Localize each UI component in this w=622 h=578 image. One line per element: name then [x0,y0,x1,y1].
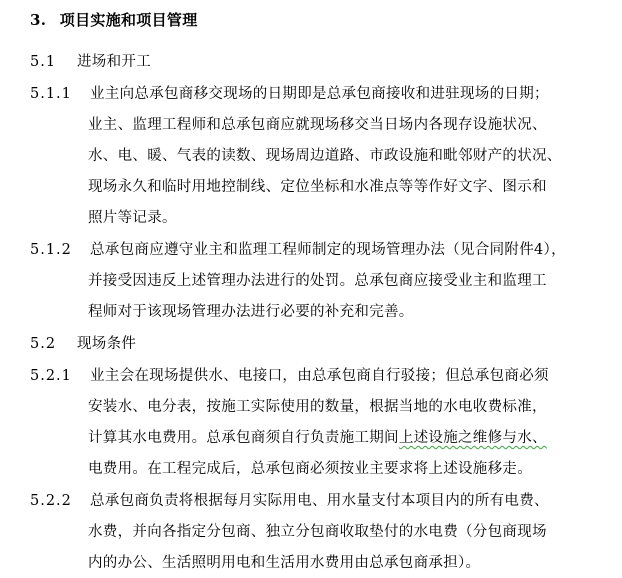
clause-line: 内的办公、生活照明用电和生活用水费用由总承包商承担）。 [88,555,481,571]
section-heading-number: 3. [30,11,47,29]
clause-line [88,428,547,448]
subsection-number: 5.2 [30,336,57,352]
subsection-title: 进场和开工 [77,54,151,70]
clause-line-text: 计算其水电费用。总承包商须自行负责施工期间 [88,430,399,446]
clause-line: 安装水、电分表，按施工实际使用的数量，根据当地的水电收费标准， [88,399,547,415]
clause-line: 业主会在现场提供水、电接口，由总承包商自行驳接；但总承包商必须 [90,368,549,384]
clause-number: 5.1.2 [30,242,72,258]
subsection-title: 现场条件 [77,336,137,352]
clause-line: 并接受因违反上述管理办法进行的处罚。总承包商应接受业主和监理工 [88,273,547,289]
section-heading [30,10,198,30]
clause-line: 现场永久和临时用地控制线、定位坐标和水准点等等作好文字、图示和 [88,179,547,195]
clause-number: 5.1.1 [30,86,72,102]
clause-number: 5.2.2 [30,493,72,509]
clause-number: 5.2.1 [30,368,72,384]
clause-line: 总承包商应遵守业主和监理工程师制定的现场管理办法（见合同附件4）， [90,242,566,258]
clause-line: 业主向总承包商移交现场的日期即是总承包商接收和进驻现场的日期； [90,86,549,102]
section-heading-title: 项目实施和项目管理 [59,11,198,29]
clause-line: 业主、监理工程师和总承包商应就现场移交当日场内各现存设施状况、 [88,117,547,133]
grammar-flagged-text: 上述设施之维修与水、 [398,430,547,446]
clause-line: 水、电、暖、气表的读数、现场周边道路、市政设施和毗邻财产的状况、 [88,148,562,164]
clause-line: 总承包商负责将根据每月实际用电、用水量支付本项目内的所有电费、 [90,493,549,509]
clause-line: 水费，并向各指定分包商、独立分包商收取垫付的水电费（分包商现场 [88,524,547,540]
clause-line: 照片等记录。 [88,210,177,226]
clause-line: 电费用。在工程完成后，总承包商必须按业主要求将上述设施移走。 [88,461,532,477]
subsection-number: 5.1 [30,54,57,70]
clause-line: 程师对于该现场管理办法进行必要的补充和完善。 [88,304,414,320]
